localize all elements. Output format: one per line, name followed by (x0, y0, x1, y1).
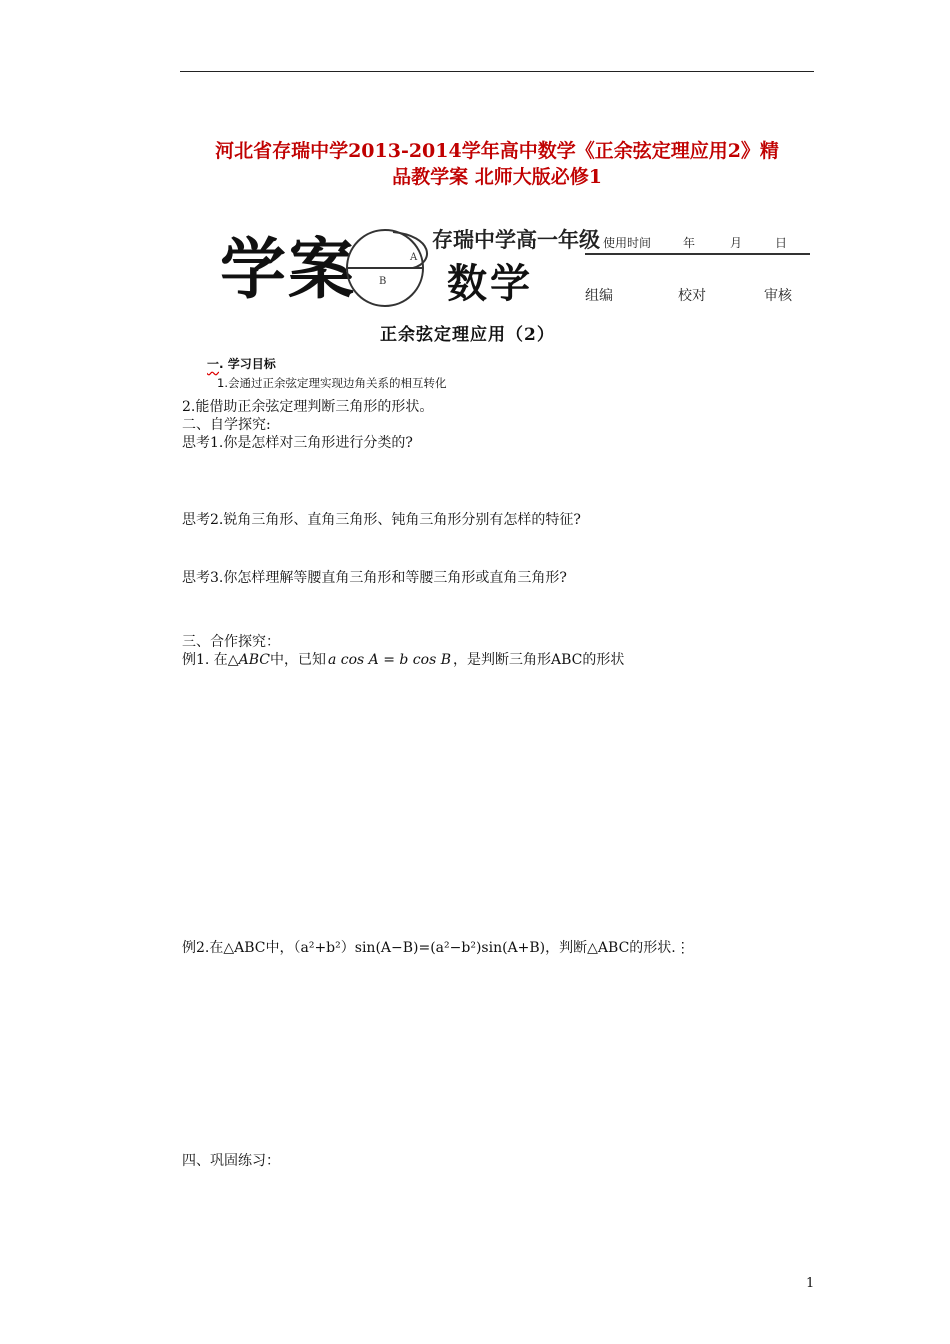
year-label: 年 (683, 236, 696, 250)
subject-label: 数学 (447, 261, 533, 307)
banner-logo-icon (343, 222, 433, 312)
usage-date-row (585, 231, 810, 255)
document-title-line-1: 河北省存瑞中学2013-2014学年高中数学《正余弦定理应用2》精 (215, 140, 779, 162)
self-study-heading: 二、自学探究: (182, 417, 271, 433)
objectives-heading (207, 355, 276, 372)
logo-label-b: B (379, 276, 387, 287)
proofread-label: 校对 (678, 288, 706, 304)
example-1-formula: a cos A = b cos B (327, 652, 451, 668)
example-1 (182, 649, 624, 669)
example-1-triangle: ABC (238, 652, 270, 668)
banner-study-plan-label: 学案 (220, 231, 356, 308)
think-question-1: 思考1.你是怎样对三角形进行分类的? (182, 435, 413, 451)
think-question-3: 思考3.你怎样理解等腰直角三角形和等腰三角形或直角三角形? (182, 570, 567, 586)
document-title (176, 138, 818, 190)
school-grade-label: 存瑞中学高一年级 (432, 228, 600, 252)
review-label: 审核 (764, 288, 792, 304)
objectives-heading-number: 一 (207, 357, 220, 371)
cooperative-heading: 三、合作探究： (182, 634, 280, 650)
document-title-line-2: 品教学案 北师大版必修1 (392, 166, 602, 188)
day-label: 日 (775, 236, 788, 250)
example-2-prefix: 例2. (182, 940, 210, 956)
example-1-task: ，是判断三角形ABC的形状 (453, 652, 625, 668)
example-1-prefix: 例1. 在△ (182, 652, 239, 668)
header-rule (180, 71, 814, 72)
objectives-heading-text: . 学习目标 (219, 357, 276, 371)
think-question-2: 思考2.锐角三角形、直角三角形、钝角三角形分别有怎样的特征? (182, 512, 581, 528)
page-number: 1 (806, 1276, 815, 1291)
month-label: 月 (730, 236, 743, 250)
practice-heading: 四、巩固练习： (182, 1153, 280, 1169)
usage-date-label: 使用时间 (603, 236, 652, 250)
example-1-given: 中，已知 (269, 652, 326, 668)
editor-label: 组编 (585, 288, 613, 304)
example-2-text: 在△ABC中，（a²+b²）sin(A−B)=(a²−b²)sin(A+B)，判断△ABC的形状.⋮ (209, 940, 690, 956)
objective-item-2: 2.能借助正余弦定理判断三角形的形状。 (182, 399, 434, 415)
example-2 (182, 937, 690, 957)
lesson-title: 正余弦定理应用（2） (380, 325, 555, 345)
logo-label-a: A (410, 252, 418, 263)
objective-item-1: 1.会通过正余弦定理实现边角关系的相互转化 (217, 376, 447, 390)
